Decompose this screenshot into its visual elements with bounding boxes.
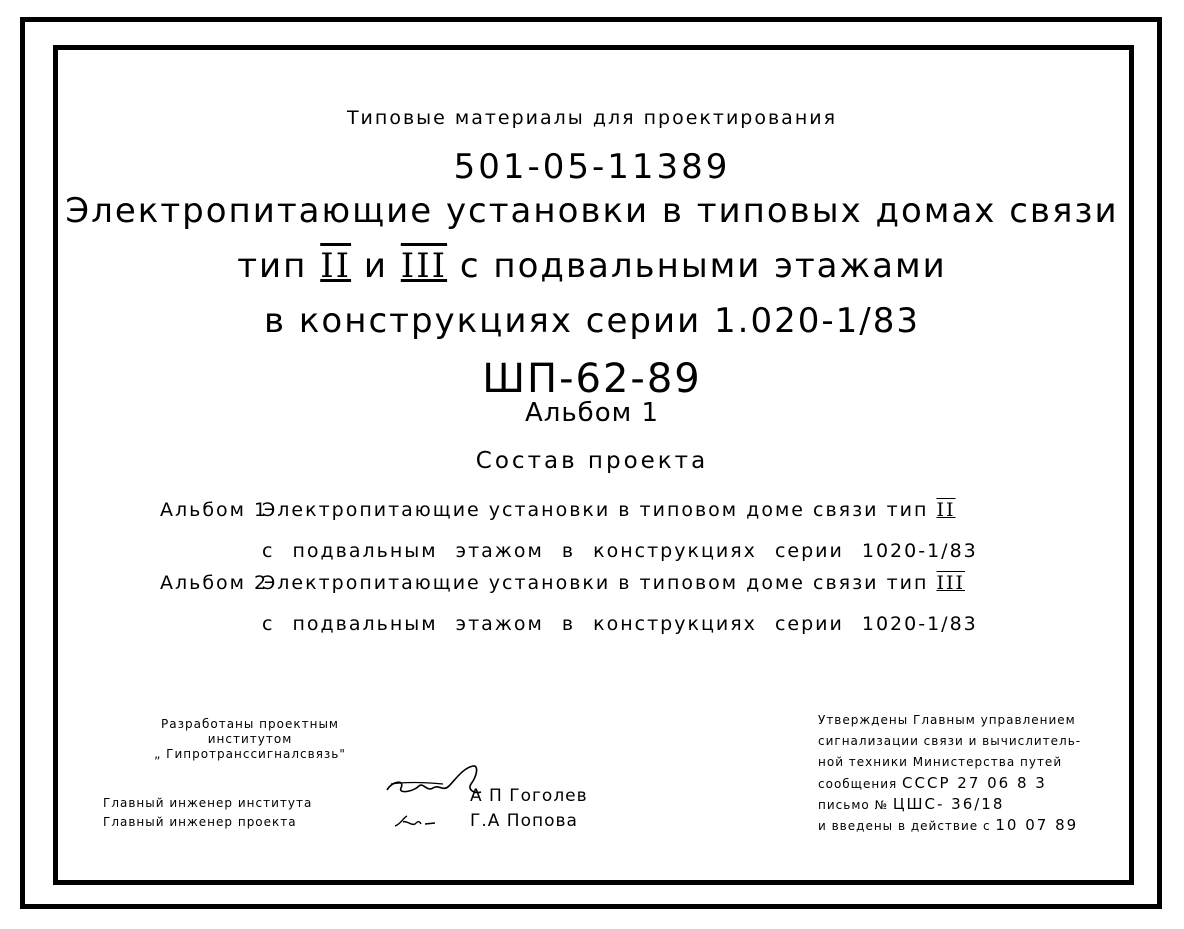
approval-line-1: Утверждены Главным управлением [818,713,1076,727]
approval-line-5 [818,794,1081,815]
approval-letter-number: ЦШС- 36/18 [892,795,1005,813]
approval-line-5-text: письмо № [818,798,893,812]
developer-line-2: институтом [207,732,293,746]
album-label: Альбом 2 [160,572,269,594]
title-line-2-part-a: тип [237,246,321,286]
project-code: ШП-62-89 [482,356,702,402]
type-roman: III [936,572,965,594]
approval-line-2: сигнализации связи и вычислитель- [818,734,1082,748]
type-roman: II [936,499,956,521]
title-line-2-part-c: с подвальными этажами [447,246,947,286]
developer-line-1: Разработаны проектным [161,717,339,731]
contents-item-2 [160,574,965,593]
title-line-1: Электропитающие установки в типовых домах связи [65,191,1119,231]
approval-block [818,710,1081,836]
contents-item-text: Электропитающие установки в типовом доме связи тип [262,572,937,594]
title-line-2 [0,246,1184,286]
effective-date: 10 07 89 [995,816,1079,834]
developer-block [100,717,400,762]
engineer-name-popova: Г.А Попова [470,811,578,831]
series-label: Типовые материалы для проектирования [346,107,838,129]
approval-line-4 [818,773,1081,794]
composition-heading: Состав проекта [475,448,709,474]
contents-item-text: Электропитающие установки в типовом доме связи тип [262,499,937,521]
series-code: 501-05-11389 [453,147,731,187]
engineer-role-institute: Главный инженер института [103,796,313,810]
signature-popova [393,812,438,832]
engineer-roles [103,794,312,832]
approval-date: СССР 27 06 8 3 [902,774,1047,792]
approval-line-3: ной техники Министерства путей [818,755,1063,769]
engineer-names [470,784,588,834]
engineer-name-gogolev: А П Гоголев [470,786,588,806]
album-title: Альбом 1 [524,398,660,428]
approval-line-4-text: сообщения [818,777,903,791]
title-line-3: в конструкциях серии 1.020-1/83 [264,301,920,341]
type-roman-3: III [400,246,448,286]
contents-item-1-line-2: с подвальным этажом в конструкциях серии 1020-1/83 [262,540,978,562]
approval-line-6 [818,815,1081,836]
contents-item-1 [160,501,955,520]
approval-line-6-text: и введены в действие с [818,819,996,833]
developer-line-3: „ Гипротранссигналсвязь" [154,747,346,761]
signature-gogolev [383,762,483,802]
type-roman-2: II [320,246,352,286]
title-line-2-part-b: и [351,246,401,286]
engineer-role-project: Главный инженер проекта [103,815,297,829]
album-label: Альбом 1 [160,499,269,521]
contents-item-2-line-2: с подвальным этажом в конструкциях серии 1020-1/83 [262,613,978,635]
